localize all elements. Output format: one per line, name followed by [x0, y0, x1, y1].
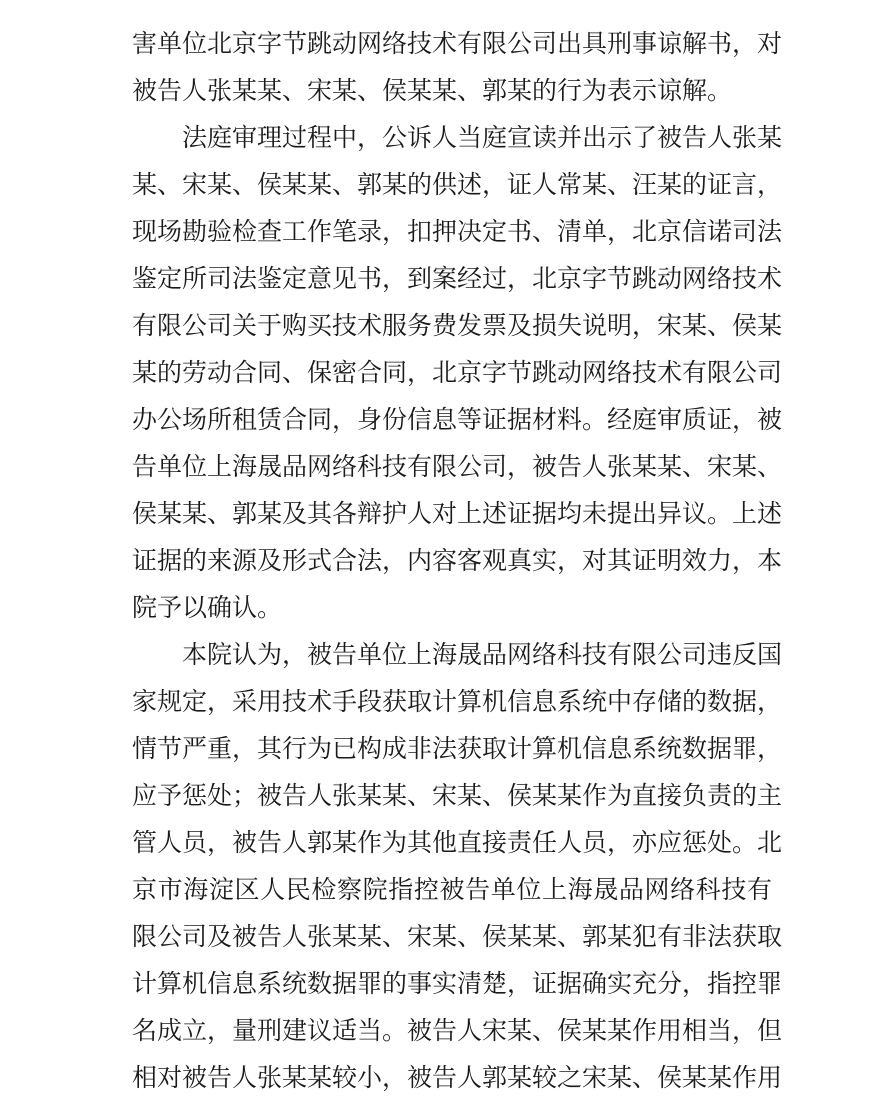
text-line: 相对被告人张某某较小，被告人郭某较之宋某、侯某某作用 — [132, 1063, 783, 1092]
text-line: 有限公司关于购买技术服务费发票及损失说明，宋某、侯某 — [132, 311, 783, 340]
text-line: 应予惩处；被告人张某某、宋某、侯某某作为直接负责的主 — [132, 781, 783, 810]
text-line: 情节严重，其行为已构成非法获取计算机信息系统数据罪， — [132, 734, 783, 763]
text-line: 计算机信息系统数据罪的事实清楚，证据确实充分，指控罪 — [132, 969, 783, 998]
text-line: 被告人张某某、宋某、侯某某、郭某的行为表示谅解。 — [132, 76, 733, 105]
text-line: 鉴定所司法鉴定意见书，到案经过，北京字节跳动网络技术 — [132, 264, 783, 293]
text-line: 侯某某、郭某及其各辩护人对上述证据均未提出异议。上述 — [132, 499, 783, 528]
text-line: 家规定，采用技术手段获取计算机信息系统中存储的数据， — [132, 687, 783, 716]
text-line: 管人员，被告人郭某作为其他直接责任人员，亦应惩处。北 — [132, 828, 783, 857]
text-line: 现场勘验检查工作笔录，扣押决定书、清单，北京信诺司法 — [132, 217, 783, 246]
paragraph-first-line: 法庭审理过程中，公诉人当庭宣读并出示了被告人张某 — [182, 123, 783, 152]
text-line: 名成立，量刑建议适当。被告人宋某、侯某某作用相当，但 — [132, 1016, 783, 1045]
text-line: 某的劳动合同、保密合同，北京字节跳动网络技术有限公司 — [132, 358, 783, 387]
paragraph-first-line: 本院认为，被告单位上海晟品网络科技有限公司违反国 — [182, 640, 783, 669]
text-line: 办公场所租赁合同，身份信息等证据材料。经庭审质证，被 — [132, 405, 783, 434]
text-line: 院予以确认。 — [132, 593, 283, 622]
text-line: 某、宋某、侯某某、郭某的供述，证人常某、汪某的证言， — [132, 170, 783, 199]
text-line: 证据的来源及形式合法，内容客观真实，对其证明效力，本 — [132, 546, 783, 575]
text-line: 京市海淀区人民检察院指控被告单位上海晟品网络科技有 — [132, 875, 772, 904]
text-line: 告单位上海晟品网络科技有限公司，被告人张某某、宋某、 — [132, 452, 783, 481]
text-line: 害单位北京字节跳动网络技术有限公司出具刑事谅解书，对 — [132, 29, 783, 58]
text-line: 限公司及被告人张某某、宋某、侯某某、郭某犯有非法获取 — [132, 922, 783, 951]
